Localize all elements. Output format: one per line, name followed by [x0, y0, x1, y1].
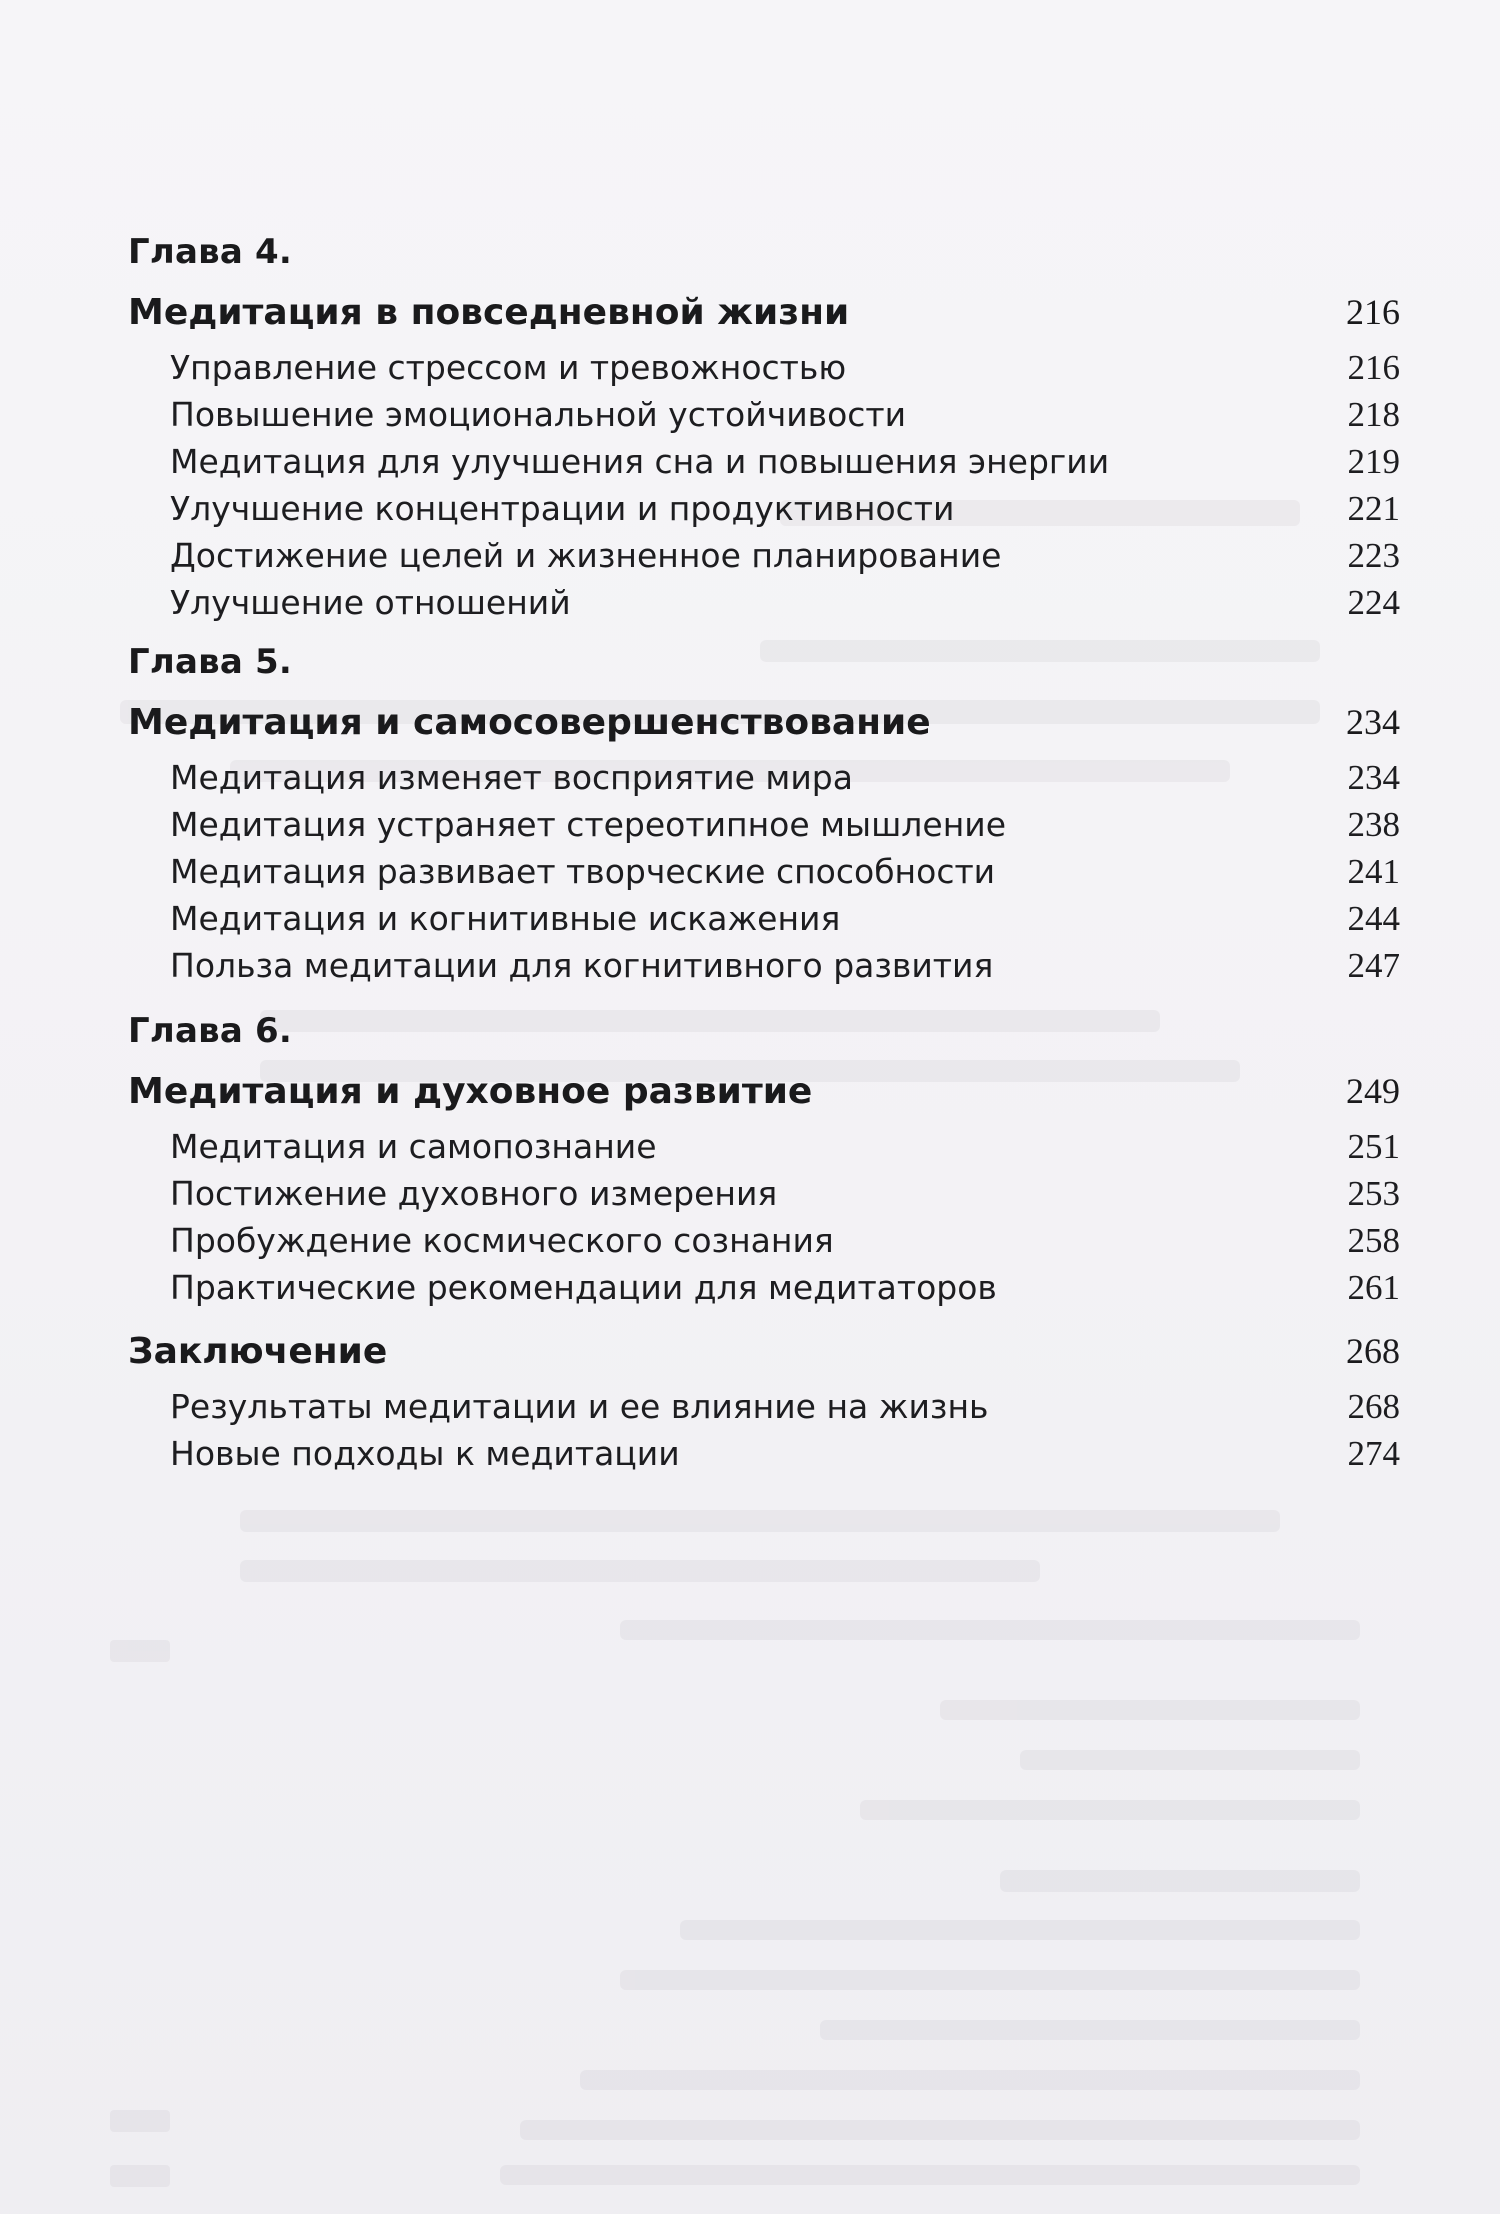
entry-page-number: 224	[1347, 583, 1400, 622]
entry-list	[128, 1383, 1400, 1477]
entry-title: Польза медитации для когнитивного развития	[170, 946, 994, 985]
chapter-title-row	[128, 690, 1400, 754]
entry-title: Медитация для улучшения сна и повышения энергии	[170, 442, 1110, 481]
toc-entry	[170, 1383, 1400, 1430]
toc-entry	[170, 1123, 1400, 1170]
entry-page-number: 223	[1347, 536, 1400, 575]
toc-entry	[170, 579, 1400, 626]
section-spacer	[128, 626, 1400, 634]
entry-title: Медитация устраняет стереотипное мышление	[170, 805, 1007, 844]
entry-title: Улучшение концентрации и продуктивности	[170, 489, 955, 528]
toc-entry	[170, 801, 1400, 848]
toc-entry	[170, 1264, 1400, 1311]
toc-entry	[170, 532, 1400, 579]
chapter-page-number: 234	[1346, 702, 1400, 742]
entry-page-number: 216	[1347, 348, 1400, 387]
entry-page-number: 251	[1347, 1127, 1400, 1166]
entry-title: Повышение эмоциональной устойчивости	[170, 395, 907, 434]
toc-entry	[170, 391, 1400, 438]
chapter-title-row	[128, 1319, 1400, 1383]
entry-list	[128, 754, 1400, 989]
entry-title: Медитация изменяет восприятие мира	[170, 758, 853, 797]
entry-title: Улучшение отношений	[170, 583, 571, 622]
entry-title: Новые подходы к медитации	[170, 1434, 680, 1473]
toc-entry	[170, 848, 1400, 895]
section-spacer	[128, 1311, 1400, 1319]
chapter-page-number: 216	[1346, 292, 1400, 332]
entry-title: Результаты медитации и ее влияние на жизнь	[170, 1387, 989, 1426]
chapter-label: Глава 6.	[128, 1011, 292, 1051]
entry-page-number: 274	[1347, 1434, 1400, 1473]
toc-entry	[170, 1430, 1400, 1477]
toc-entry	[170, 1217, 1400, 1264]
entry-page-number: 258	[1347, 1221, 1400, 1260]
toc-section-conclusion	[128, 1319, 1400, 1477]
table-of-contents	[128, 224, 1400, 1477]
chapter-title-row	[128, 1059, 1400, 1123]
toc-entry	[170, 344, 1400, 391]
chapter-title: Медитация в повседневной жизни	[128, 292, 850, 333]
chapter-label: Глава 5.	[128, 642, 292, 682]
entry-title: Управление стрессом и тревожностью	[170, 348, 847, 387]
entry-list	[128, 344, 1400, 626]
toc-entry	[170, 438, 1400, 485]
entry-page-number: 253	[1347, 1174, 1400, 1213]
entry-page-number: 261	[1347, 1268, 1400, 1307]
toc-section-chapter-6	[128, 1003, 1400, 1311]
entry-page-number: 244	[1347, 899, 1400, 938]
entry-page-number: 247	[1347, 946, 1400, 985]
entry-title: Пробуждение космического сознания	[170, 1221, 834, 1260]
entry-page-number: 234	[1347, 758, 1400, 797]
entry-title: Практические рекомендации для медитаторов	[170, 1268, 997, 1307]
entry-page-number: 268	[1347, 1387, 1400, 1426]
entry-page-number: 241	[1347, 852, 1400, 891]
entry-list	[128, 1123, 1400, 1311]
chapter-title: Заключение	[128, 1331, 388, 1372]
entry-title: Медитация и самопознание	[170, 1127, 657, 1166]
toc-entry	[170, 942, 1400, 989]
entry-page-number: 219	[1347, 442, 1400, 481]
toc-entry	[170, 485, 1400, 532]
entry-page-number: 221	[1347, 489, 1400, 528]
chapter-page-number: 249	[1346, 1071, 1400, 1111]
section-spacer	[128, 989, 1400, 1003]
chapter-label: Глава 4.	[128, 232, 292, 272]
toc-entry	[170, 1170, 1400, 1217]
toc-section-chapter-4	[128, 224, 1400, 626]
chapter-title: Медитация и духовное развитие	[128, 1071, 813, 1112]
chapter-page-number: 268	[1346, 1331, 1400, 1371]
toc-entry	[170, 754, 1400, 801]
entry-page-number: 238	[1347, 805, 1400, 844]
entry-title: Медитация и когнитивные искажения	[170, 899, 841, 938]
toc-section-chapter-5	[128, 634, 1400, 989]
toc-entry	[170, 895, 1400, 942]
entry-title: Достижение целей и жизненное планирование	[170, 536, 1002, 575]
chapter-title-row	[128, 280, 1400, 344]
chapter-title: Медитация и самосовершенствование	[128, 702, 931, 743]
entry-title: Медитация развивает творческие способности	[170, 852, 996, 891]
entry-page-number: 218	[1347, 395, 1400, 434]
entry-title: Постижение духовного измерения	[170, 1174, 778, 1213]
